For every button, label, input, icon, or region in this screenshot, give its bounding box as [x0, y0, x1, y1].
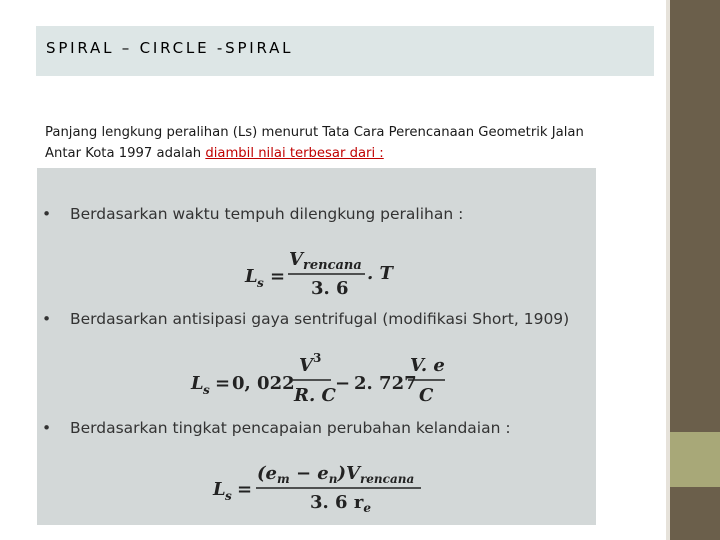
- formula-1: [37, 168, 596, 525]
- formula-3-num: [257, 463, 414, 486]
- intro-highlight: diambil nilai terbesar dari :: [205, 146, 384, 161]
- intro-text: Panjang lengkung peralihan (Ls) menurut Tata Cara Perencanaan Geometrik Jalan Antar Kota 1997 adalah: [45, 125, 584, 161]
- formula-2-coef1: 0, 022: [232, 373, 295, 394]
- formula-3-lhs-sub: s: [225, 489, 232, 503]
- formula-2-frac1-num-sup: 3: [313, 351, 322, 365]
- formula-2-coef2: 2. 727: [354, 373, 417, 394]
- formula-3-den-sub: e: [363, 501, 371, 515]
- intro-paragraph: [45, 122, 605, 164]
- title-bar: [36, 26, 654, 76]
- formula-3-num-open: (e: [257, 463, 277, 484]
- criterion-1-label: Berdasarkan waktu tempuh dilengkung peralihan :: [70, 205, 464, 223]
- formula-3-den: [310, 492, 371, 515]
- formula-3-lhs: L: [213, 479, 226, 500]
- formula-3-num-sub1: m: [276, 472, 290, 486]
- slide-title: SPIRAL – CIRCLE -SPIRAL: [46, 39, 294, 57]
- bullet-2: •: [42, 310, 52, 328]
- formula-box: [37, 168, 596, 525]
- formula-1-eq: =: [270, 266, 286, 287]
- bullet-3: •: [42, 419, 52, 437]
- formula-3-num-mid: − e: [289, 463, 329, 484]
- formula-2-lhs: L: [191, 373, 204, 394]
- formula-1-num: V: [289, 249, 303, 270]
- formula-1-lhs-sub: s: [257, 276, 264, 290]
- criterion-3-label: Berdasarkan tingkat pencapaian perubahan kelandaian :: [70, 419, 511, 437]
- formula-2-eq: =: [215, 373, 231, 394]
- formula-3-num-close: )V: [337, 463, 360, 484]
- formula-2-frac2-num: V. e: [410, 355, 445, 376]
- formula-2-frac1-num: V: [299, 355, 313, 376]
- formula-1-tail: . T: [367, 263, 393, 284]
- formula-2-frac2-den: C: [419, 385, 434, 406]
- formula-1-lhs: L: [245, 266, 258, 287]
- decorative-right-band: [666, 0, 720, 540]
- formula-1-den: 3. 6: [311, 278, 349, 299]
- decorative-accent-block: [670, 432, 720, 487]
- bullet-1: •: [42, 205, 52, 223]
- formula-3-num-sub2: n: [328, 472, 338, 486]
- formula-2-lhs-sub: s: [203, 383, 210, 397]
- criterion-2-label: Berdasarkan antisipasi gaya sentrifugal (modifikasi Short, 1909): [70, 310, 570, 328]
- formula-3-num-sub3: rencana: [359, 472, 415, 486]
- formula-3-den-main: 3. 6 r: [310, 492, 364, 513]
- formula-3-eq: =: [237, 479, 253, 500]
- formula-1-num-sub: rencana: [303, 258, 362, 273]
- formula-2-minus: −: [335, 373, 351, 394]
- formula-2-frac1-den: R. C: [294, 385, 336, 406]
